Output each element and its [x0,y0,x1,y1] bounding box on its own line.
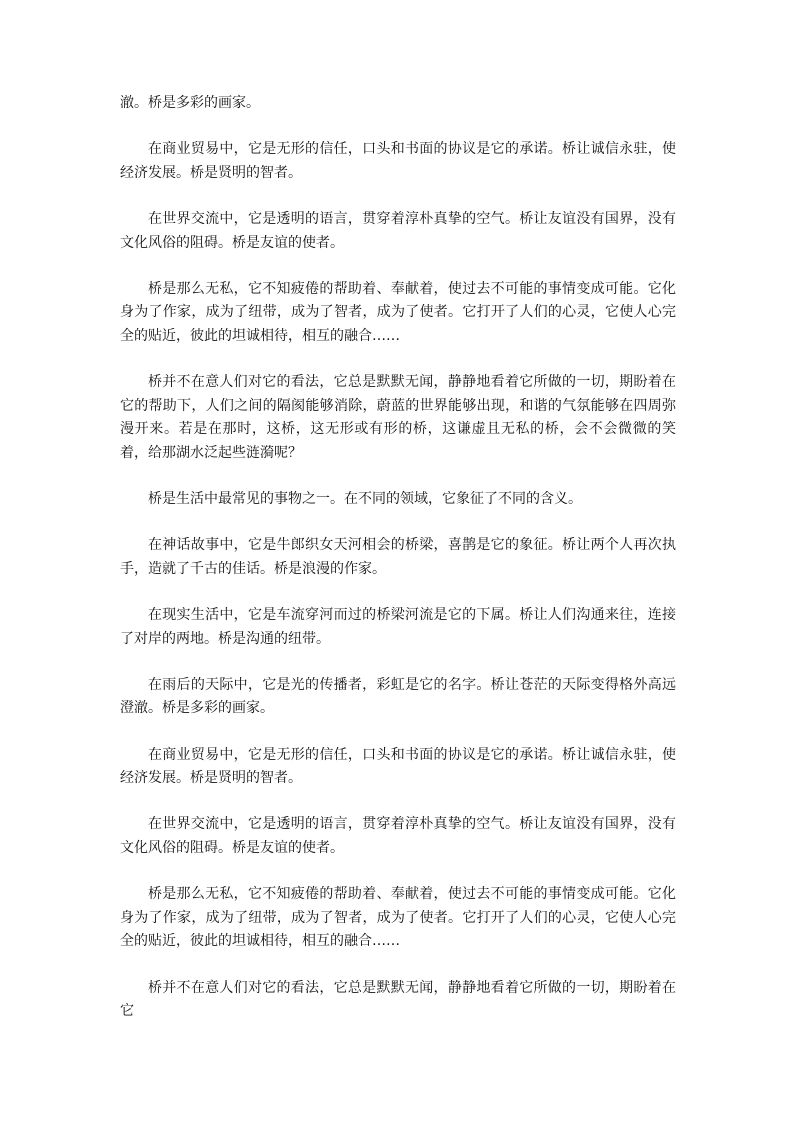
paragraph-2: 在商业贸易中，它是无形的信任，口头和书面的协议是它的承诺。桥让诚信永驻，使经济发展。桥是贤明的智者。 [120,141,676,181]
paragraph-4: 桥是那么无私，它不知疲倦的帮助着、奉献着，使过去不可能的事情变成可能。它化身为了作家，成为了纽带，成为了智者，成为了使者。它打开了人们的心灵，它使人心完全的贴近，彼此的坦诚相待，相互的融合…… [120,280,676,344]
paragraph-13: 桥并不在意人们对它的看法，它总是默默无闻，静静地看着它所做的一切，期盼着在它 [120,979,676,1020]
document-page [120,92,676,1024]
paragraph-3: 在世界交流中，它是透明的语言，贯穿着淳朴真挚的空气。桥让友谊没有国界，没有文化风俗的阻碍。桥是友谊的使者。 [120,210,676,251]
paragraph-10: 在商业贸易中，它是无形的信任，口头和书面的协议是它的承诺。桥让诚信永驻，使经济发展。桥是贤明的智者。 [120,746,676,787]
paragraph-8: 在现实生活中，它是车流穿河而过的桥梁河流是它的下属。桥让人们沟通来往，连接了对岸的两地。桥是沟通的纽带。 [120,607,676,647]
paragraph-5: 桥并不在意人们对它的看法，它总是默默无闻，静静地看着它所做的一切，期盼着在它的帮助下，人们之间的隔阂能够消除，蔚蓝的世界能够出现，和谐的气氛能够在四周弥漫开来。若是在那时，这桥，这无形或有形的桥，这谦虚且无私的桥，会不会微微的笑着，给那湖水泛起些涟漪呢？ [120,374,676,461]
paragraph-1: 澈。桥是多彩的画家。 [120,95,260,111]
paragraph-7: 在神话故事中，它是牛郎织女天河相会的桥梁，喜鹊是它的象征。桥让两个人再次执手，造就了千古的佳话。桥是浪漫的作家。 [120,537,676,577]
paragraph-6: 桥是生活中最常见的事物之一。在不同的领域，它象征了不同的含义。 [148,491,582,508]
paragraph-11: 在世界交流中，它是透明的语言，贯穿着淳朴真挚的空气。桥让友谊没有国界，没有文化风俗的阻碍。桥是友谊的使者。 [120,816,676,856]
paragraph-9: 在雨后的天际中，它是光的传播者，彩虹是它的名字。桥让苍茫的天际变得格外高远澄澈。桥是多彩的画家。 [120,676,676,717]
paragraph-12: 桥是那么无私，它不知疲倦的帮助着、奉献着，使过去不可能的事情变成可能。它化身为了作家，成为了纽带，成为了智者，成为了使者。它打开了人们的心灵，它使人心完全的贴近，彼此的坦诚相待，相互的融合…… [120,886,676,950]
